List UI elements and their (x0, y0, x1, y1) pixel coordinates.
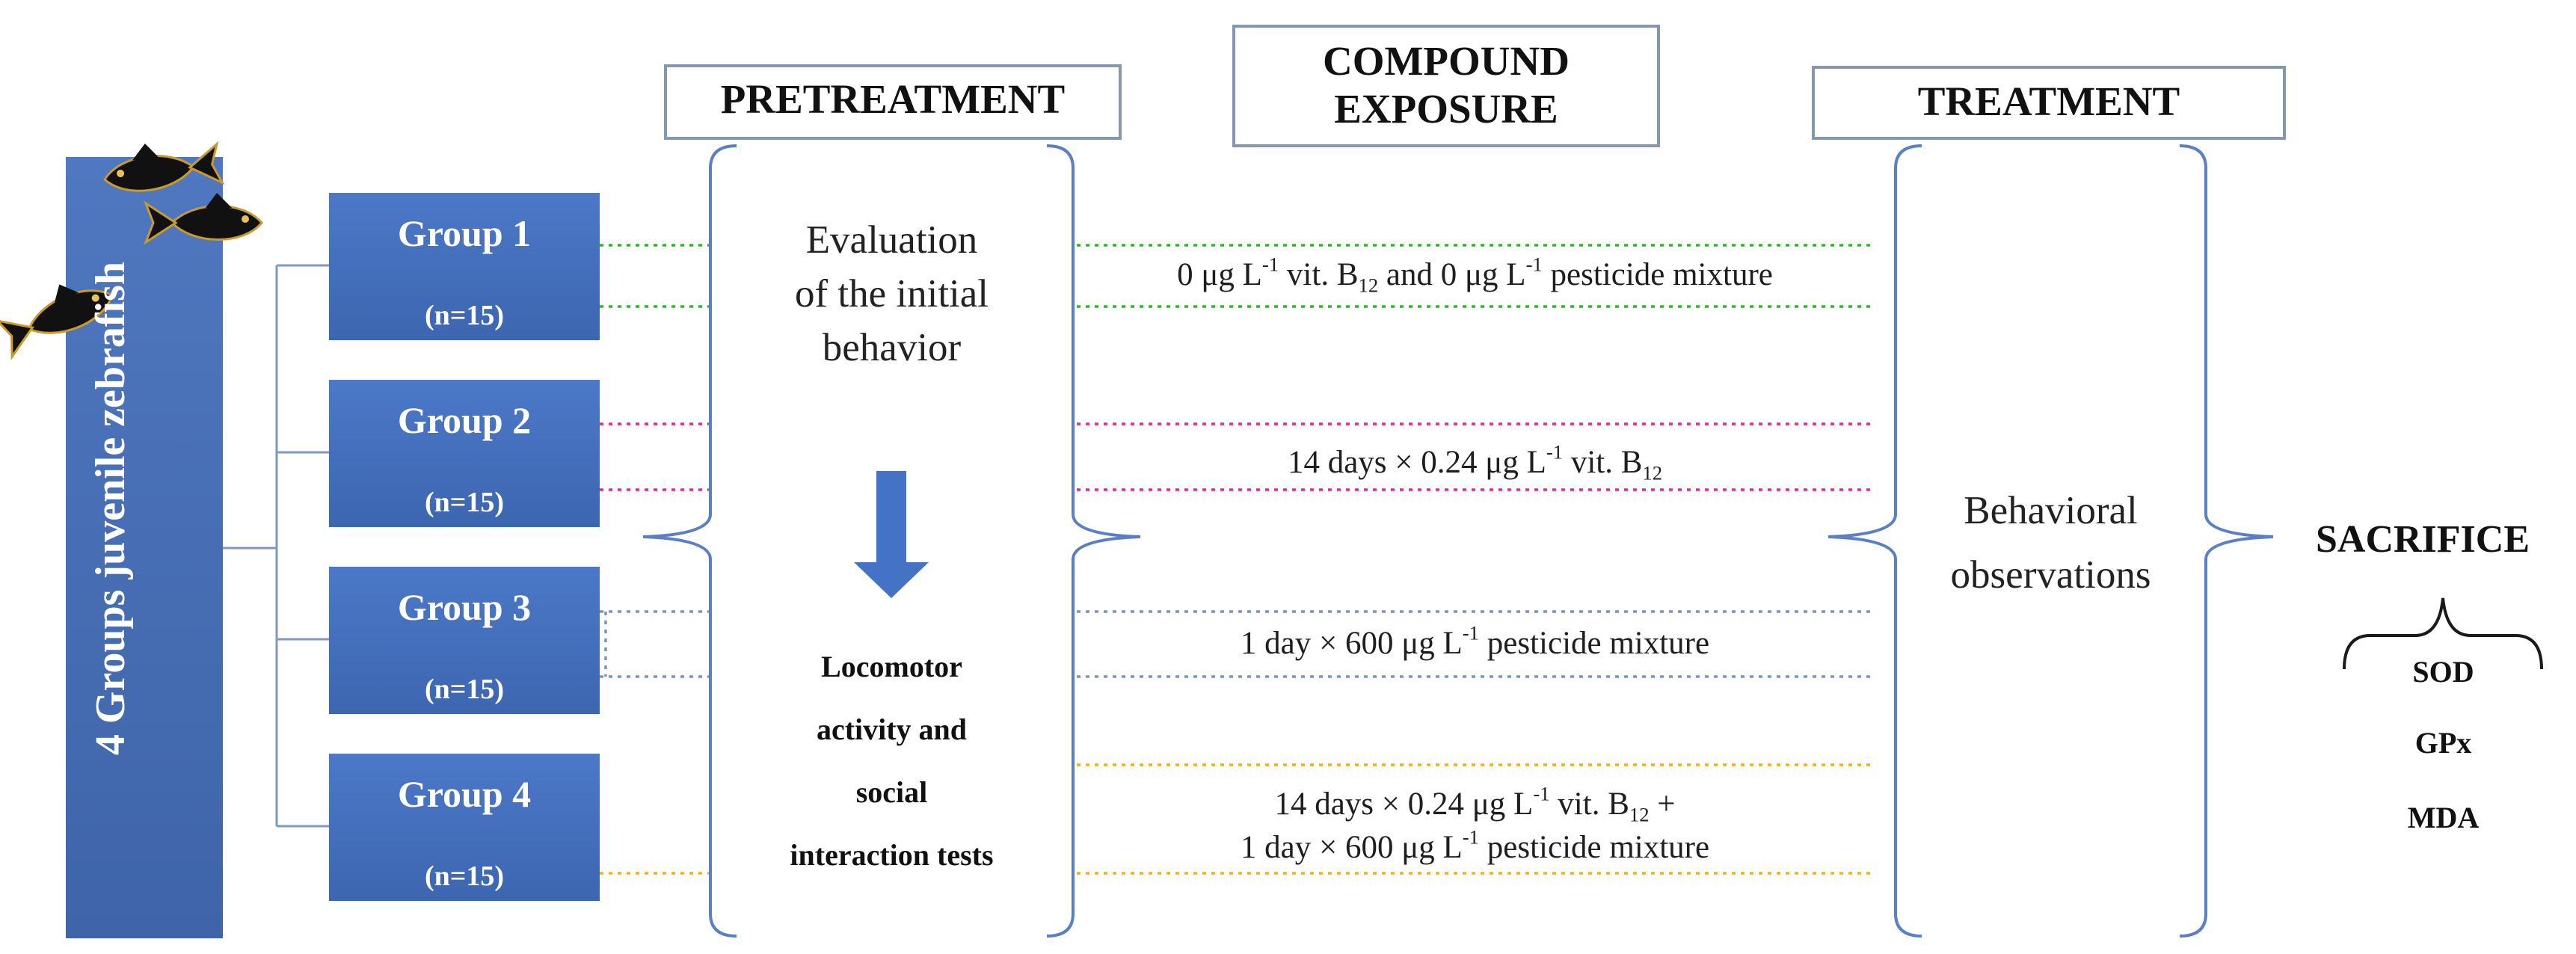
treatment-line-2: observations (1950, 553, 2151, 597)
behavioral-observations (1911, 478, 2191, 607)
tests-line-2: activity and (816, 713, 968, 746)
exposure-header (1234, 37, 1659, 133)
tests-line-3: social (855, 775, 928, 809)
group-4-name: Group 4 (397, 773, 532, 815)
exposure-header-line1: COMPOUND (1323, 38, 1570, 84)
group-1-condition: 0 μg $L^{-1}$ vit. $B_{12}$ and 0 μg $L^{-1}$ pesticide mixture (1177, 253, 1773, 297)
group-2-count: (n=15) (424, 487, 505, 518)
sacrifice-label: SACRIFICE (2315, 518, 2530, 561)
pretreatment-header: PRETREATMENT (720, 76, 1066, 122)
initial-behavior-evaluation (729, 213, 1054, 375)
group-3-count: (n=15) (424, 674, 505, 705)
evaluation-line-3: behavior (822, 326, 962, 369)
cohort-title: 4 Groups juvenile zebrafish (87, 261, 134, 756)
behavior-tests-label (729, 636, 1054, 887)
group-2-name: Group 2 (397, 399, 532, 441)
marker-sod: SOD (2412, 655, 2474, 689)
treatment-right-brace (2180, 146, 2273, 936)
exposure-header-line2: EXPOSURE (1334, 86, 1558, 132)
treatment-line-1: Behavioral (1964, 489, 2138, 532)
tests-line-4: interaction tests (790, 838, 994, 872)
group-4-condition-line-2: 1 day × 600 μg $L^{-1}$ pesticide mixture (1240, 825, 1710, 865)
down-arrow (854, 471, 929, 598)
group-connector-tree (223, 265, 329, 826)
group-4-condition-line-1: 14 days × 0.24 μg $L^{-1}$ vit. $B_{12}$ + (1274, 782, 1676, 826)
group-4-condition (1069, 783, 1881, 870)
tests-line-1: Locomotor (821, 650, 962, 683)
marker-mda: MDA (2407, 801, 2480, 834)
treatment-header: TREATMENT (1917, 79, 2180, 124)
group-2-condition: 14 days × 0.24 μg $L^{-1}$ vit. $B_{12}$ (1287, 440, 1663, 484)
group-1-name: Group 1 (397, 212, 532, 254)
group-1-count: (n=15) (424, 300, 505, 331)
group-4-count: (n=15) (424, 861, 505, 892)
marker-gpx: GPx (2414, 726, 2472, 760)
group-3-name: Group 3 (397, 586, 532, 628)
group-3-condition: 1 day × 600 μg $L^{-1}$ pesticide mixture (1240, 621, 1710, 661)
pretreatment-left-brace (643, 146, 737, 936)
evaluation-line-1: Evaluation (805, 218, 978, 262)
evaluation-line-2: of the initial (794, 272, 989, 316)
